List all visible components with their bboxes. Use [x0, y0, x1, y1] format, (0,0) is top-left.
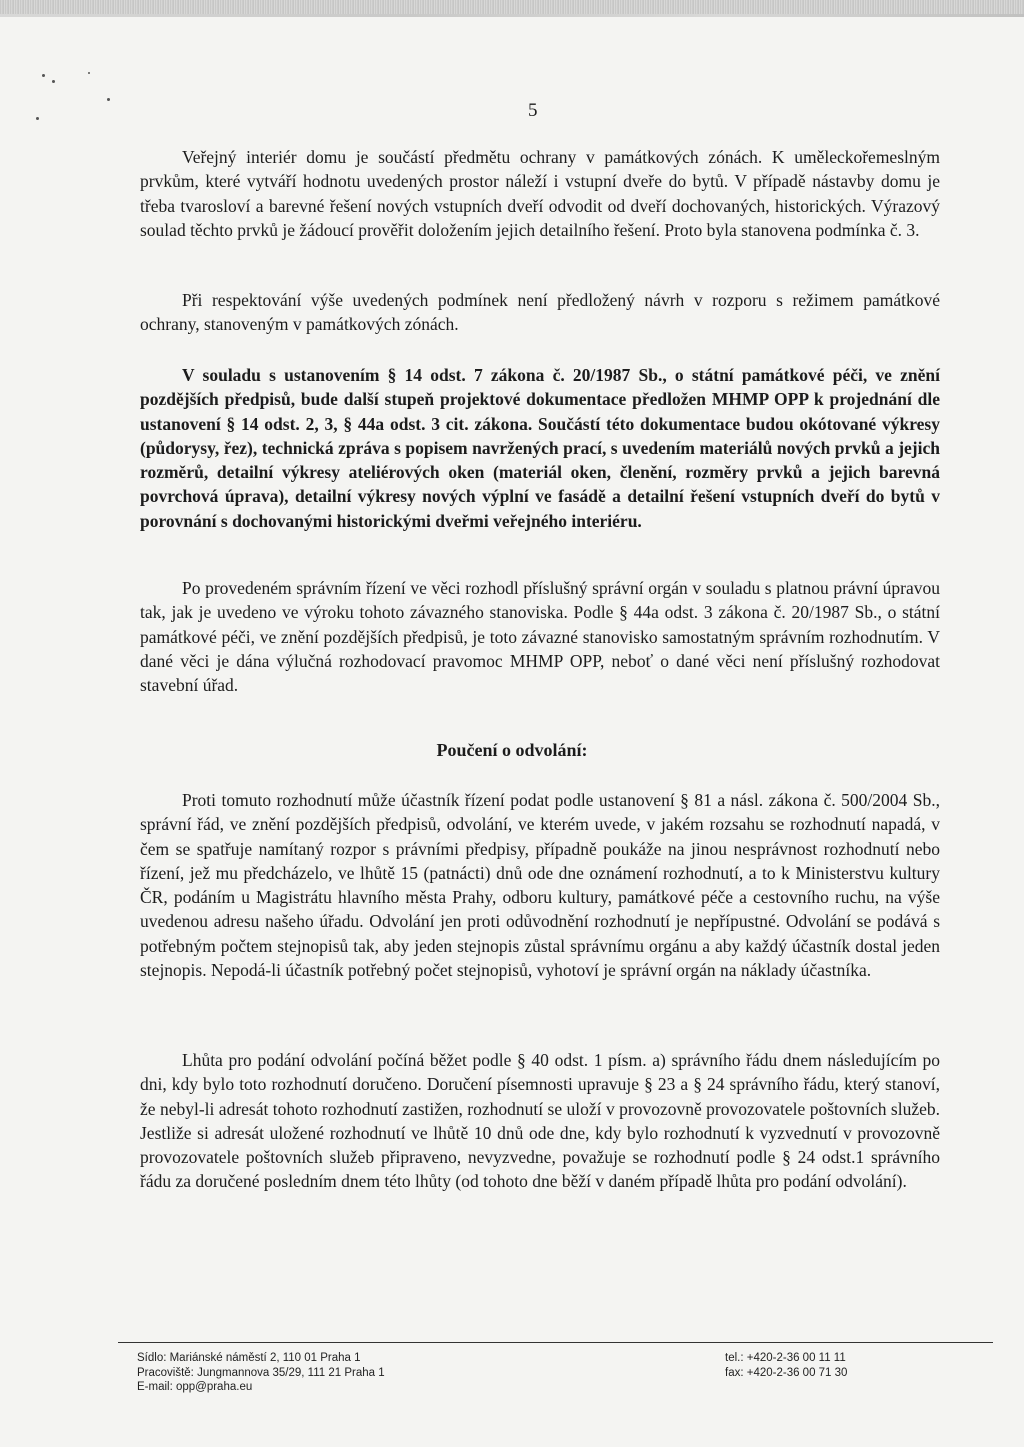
scan-speck [36, 117, 39, 120]
scan-speck [52, 80, 55, 83]
footer-divider [118, 1342, 993, 1343]
footer-address-block [137, 1351, 385, 1395]
footer-contact-block [725, 1351, 847, 1380]
scan-speck [42, 74, 45, 77]
paragraph-administrative-decision: Po provedeném správním řízení ve věci rozhodl příslušný správní orgán v souladu s platnou právní úpravou tak, jak je uvedeno ve výroku tohoto závazného stanoviska. Podle § 44a odst. 3 zákona č. 20/1987 Sb., o státní památkové péči, ve znění pozdějších předpisů, je toto závazné stanovisko samostatným správním rozhodnutím. V dané věci je dána výlučná rozhodovací pravomoc MHMP OPP, neboť o dané věci není příslušný rozhodovat stavební úřad. [140, 578, 940, 696]
scan-speck [88, 72, 90, 74]
footer-email: E-mail: opp@praha.eu [137, 1381, 253, 1394]
paragraph-appeal-deadline: Lhůta pro podání odvolání počíná běžet podle § 40 odst. 1 písm. a) správního řádu dnem následujícím po dni, kdy bylo toto rozhodnutí doručeno. Doručení písemnosti upravuje § 23 a § 24 správního řádu, který stanoví, že nebyl-li adresát tohoto rozhodnutí zastižen, rozhodnutí se uloží v provozovně provozovatele poštovních služeb. Jestliže si adresát uložené rozhodnutí ve lhůtě 10 dnů ode dne, kdy bylo rozhodnutí k vyzvednutí v provozovně provozovatele poštovních služeb připraveno, nevyzvedne, považuje se rozhodnutí podle § 24 odst.1 správního řádu za doručené posledním dnem této lhůty (od tohoto dne běží v daném případě lhůta pro podání odvolání). [140, 1050, 940, 1192]
scan-edge-line [0, 14, 1024, 17]
footer-office-address: Pracoviště: Jungmannova 35/29, 111 21 Praha 1 [137, 1366, 385, 1379]
scan-noise-band [0, 0, 1024, 14]
appeal-instructions-heading: Poučení o odvolání: [436, 740, 588, 760]
footer-phone: tel.: +420-2-36 00 11 11 [725, 1352, 846, 1364]
footer-fax: fax: +420-2-36 00 71 30 [725, 1366, 848, 1379]
paragraph-conditions-compliance: Při respektování výše uvedených podmínek není předložený návrh v rozporu s režimem památkové ochrany, stanoveným v památkových zónách. [140, 290, 940, 335]
page-number: 5 [528, 100, 538, 121]
footer-seat-address: Sídlo: Mariánské náměstí 2, 110 01 Praha 1 [137, 1352, 361, 1364]
paragraph-public-interior: Veřejný interiér domu je součástí předmětu ochrany v památkových zónách. K uměleckořemeslným prvkům, které vytváří hodnotu uvedených prostor náleží i vstupní dveře do bytů. V případě nástavby domu je třeba tvarosloví a barevné řešení nových vstupních dveří odvodit od dveří dochovaných, historických. Výrazový soulad těchto prvků je žádoucí prověřit doložením jejich detailního řešení. Proto byla stanovena podmínka č. 3. [140, 147, 940, 240]
scan-speck [107, 98, 110, 101]
paragraph-appeal-procedure: Proti tomuto rozhodnutí může účastník řízení podat podle ustanovení § 81 a násl. zákona č. 500/2004 Sb., správní řád, ve znění pozdějších předpisů, odvolání, ve kterém uvede, v jakém rozsahu se rozhodnutí napadá, v čem se spatřuje namítaný rozpor s právními předpisy, případně poukáže na jinou nesprávnost rozhodnutí nebo řízení, jež mu předcházelo, ve lhůtě 15 (patnácti) dnů ode dne oznámení rozhodnutí, a to k Ministerstvu kultury ČR, podáním u Magistrátu hlavního města Prahy, odboru kultury, památkové péče a cestovního ruchu, na výše uvedenou adresu našeho úřadu. Odvolání jen proti odůvodnění rozhodnutí je nepřípustné. Odvolání se podává s potřebným počtem stejnopisů tak, aby jeden stejnopis zůstal správnímu orgánu a aby každý účastník dostal jeden stejnopis. Nepodá-li účastník potřebný počet stejnopisů, vyhotoví je správní orgán na náklady účastníka. [140, 790, 940, 981]
paragraph-documentation-requirement: V souladu s ustanovením § 14 odst. 7 zákona č. 20/1987 Sb., o státní památkové péči, ve znění pozdějších předpisů, bude další stupeň projektové dokumentace předložen MHMP OPP k projednání dle ustanovení § 14 odst. 2, 3, § 44a odst. 3 cit. zákona. Součástí této dokumentace budou okótované výkresy (půdorysy, řez), technická zpráva s popisem navržených prací, s uvedením materiálů nových prvků a jejich rozměrů, detailní výkresy ateliérových oken (materiál oken, členění, rozměry prvků a jejich barevná povrchová úprava), detailní výkresy nových výplní ve fasádě a detailní řešení vstupních dveří do bytů v porovnání s dochovanými historickými dveřmi veřejného interiéru. [140, 365, 940, 531]
